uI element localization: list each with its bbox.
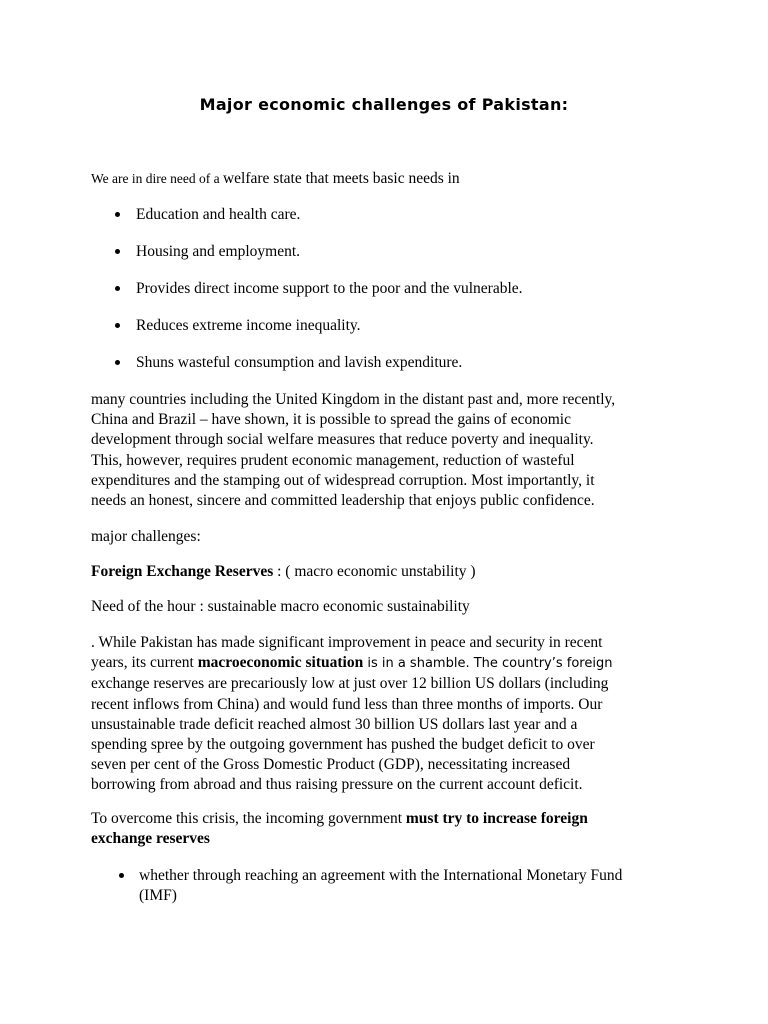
- foreign-exchange-line: Foreign Exchange Reserves : ( macro economic unstability ): [91, 563, 476, 580]
- bullet-icon: [115, 249, 120, 254]
- document-title: Major economic challenges of Pakistan:: [199, 95, 569, 114]
- need-of-hour-line: Need of the hour : sustainable macro economic sustainability: [91, 598, 470, 615]
- list-item: Provides direct income support to the poor and the vulnerable.: [0, 279, 523, 299]
- bullet-icon: [115, 212, 120, 217]
- paragraph-welfare: many countries including the United Kingdom in the distant past and, more recently, China and Brazil – have shown, it is possible to spread the gains of economic development through social welfare measures that reduce poverty and inequality. This, however, requires prudent economic management, reduction of wasteful expenditures and the stamping out of widespread corruption. Most importantly, it needs an honest, sincere and committed leadership that enjoys public confidence.: [91, 391, 616, 510]
- list-item: Housing and employment.: [0, 242, 523, 262]
- bullet-icon: [119, 873, 124, 878]
- bullet-icon: [115, 323, 120, 328]
- bullet-icon: [115, 360, 120, 365]
- intro-part-1: We are in dire need of a: [91, 171, 223, 186]
- list-item: Reduces extreme income inequality.: [0, 316, 523, 336]
- list-item: Education and health care.: [0, 205, 523, 225]
- imf-list: [0, 866, 622, 906]
- foreign-exchange-label: Foreign Exchange Reserves: [91, 563, 274, 580]
- intro-line: [91, 170, 460, 188]
- overcome-paragraph: To overcome this crisis, the incoming government must try to increase foreign exchange reserves: [91, 810, 588, 848]
- bullet-icon: [115, 286, 120, 291]
- needs-list: [0, 205, 523, 390]
- list-item: Shuns wasteful consumption and lavish expenditure.: [0, 353, 523, 373]
- intro-part-2: welfare state that meets basic needs in: [222, 170, 460, 187]
- major-challenges-heading: major challenges:: [91, 528, 201, 545]
- paragraph-macroeconomic: . While Pakistan has made significant improvement in peace and security in recent years, its current macroeconomic situation is in a shamble. The country’s foreign exchange reserves are precariously low at just over 12 billion US dollars (including recent inflows from China) and would fund less than three months of imports. Our unsustainable trade deficit reached almost 30 billion US dollars last year and a spending spree by the outgoing government has pushed the budget deficit to over seven per cent of the Gross Domestic Product (GDP), necessitating increased borrowing from abroad and thus raising pressure on the current account deficit.: [91, 634, 613, 794]
- list-item: whether through reaching an agreement with the International Monetary Fund (IMF): [0, 866, 622, 906]
